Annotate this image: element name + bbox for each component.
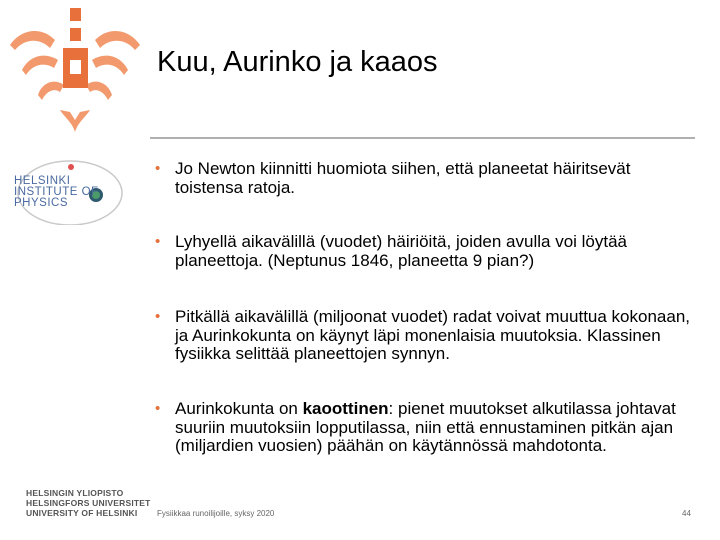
bullet-item	[155, 400, 700, 456]
bullet-marker: •	[155, 308, 161, 325]
bullet-run: Jo Newton kiinnitti huomiota siihen, että planeetat häiritsevät toistensa ratoja.	[175, 159, 631, 197]
university-logo-text	[26, 488, 151, 518]
bullet-text	[175, 308, 700, 364]
bullet-marker: •	[155, 160, 161, 177]
page-number: 44	[682, 509, 691, 518]
bullet-run-bold: kaoottinen	[302, 399, 389, 418]
university-logo-line: UNIVERSITY OF HELSINKI	[26, 508, 138, 518]
bullet-text	[175, 233, 700, 270]
bullet-run: Pitkällä aikavälillä (miljoonat vuodet) radat voivat muuttua kokonaan, ja Aurinkokunta on käynyt läpi monenlaisia muutoksia. Klassinen fysiikka selittää planeettojen synnyn.	[175, 307, 690, 363]
physics-logo-line: PHYSICS	[14, 197, 68, 209]
university-flame-icon	[0, 0, 150, 135]
bullet-run: Lyhyellä aikavälillä (vuodet) häiriöitä, joiden avulla voi löytää planeettoja. (Neptunus 1846, planeetta 9 pian?)	[175, 232, 628, 270]
bullet-marker: •	[155, 400, 161, 417]
bullet-item	[155, 308, 700, 364]
bullet-marker: •	[155, 233, 161, 250]
physics-logo-line: HELSINKI	[14, 175, 71, 187]
university-logo-line: HELSINGFORS UNIVERSITET	[26, 498, 151, 508]
footer-course: Fysiikkaa runoilijoille, syksy 2020	[157, 509, 275, 518]
physics-logo-line: INSTITUTE OF	[14, 186, 99, 198]
bullet-text	[175, 160, 700, 197]
university-logo-line: HELSINGIN YLIOPISTO	[26, 488, 124, 498]
slide-title: Kuu, Aurinko ja kaaos	[157, 46, 438, 78]
bullet-item	[155, 233, 700, 270]
bullet-run: : pienet muutokset alkutilassa johtavat suuriin muutoksiin lopputilassa, niin että ennustaminen pitkän ajan (miljardien vuosien) päähän on käytännössä mahdotonta.	[175, 399, 676, 455]
bullet-item	[155, 160, 700, 197]
physics-institute-logo	[14, 176, 99, 209]
bullet-run: Aurinkokunta on	[175, 399, 303, 418]
title-divider	[150, 137, 695, 139]
bullet-text	[175, 400, 700, 456]
